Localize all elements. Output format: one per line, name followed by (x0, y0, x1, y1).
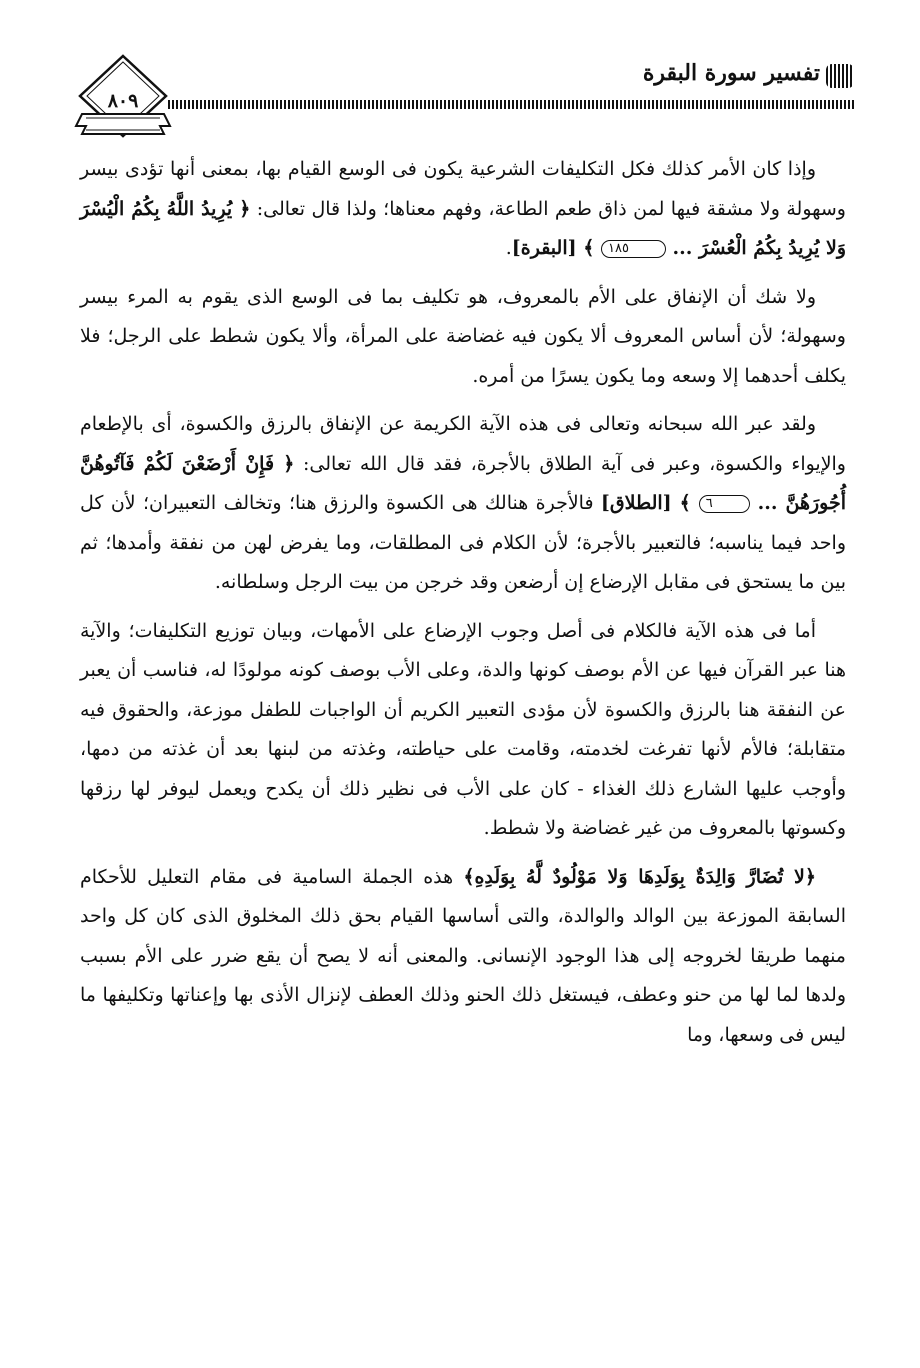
surah-reference: [البقرة] (511, 237, 577, 259)
paragraph-text-end: فالأجرة هنالك هى الكسوة والرزق هنا؛ وتخالف التعبيران؛ لأن كل واحد فيما يناسبه؛ فالتعبير بالأجرة؛ لأن الكلام فى المطلقات، وما يفرض لهن من نفقة وأمدها؛ ثم بين ما يستحق فى مقابل الإرضاع إن أرضعن وقد خرجن من بيت الرجل وسلطانه. (80, 492, 846, 593)
paragraph-3 (80, 405, 846, 603)
running-title: تفسير سورة البقرة (642, 60, 820, 86)
quran-verse: ﴿ فَإِنْ أَرْضَعْنَ لَكُمْ فَآتُوهُنَّ أُجُورَهُنَّ ... (80, 452, 846, 514)
paragraph-5 (80, 858, 846, 1056)
page-number-badge (68, 52, 178, 142)
paragraph-text-end: . (505, 237, 512, 259)
page-body (80, 150, 846, 1061)
paragraph-2: ولا شك أن الإنفاق على الأم بالمعروف، هو تكليف بما فى الوسع الذى يقوم به المرء بيسر وسهولة؛ لأن أساس المعروف ألا يكون فيه غضاضة على المرأة، وألا يكون شطط على الرجل؛ فلا يكلف أحدهما إلا وسعه وما يكون يسرًا من أمره. (80, 285, 846, 387)
quran-verse: ﴿لا تُضَارَّ وَالِدَةٌ بِوَلَدِهَا وَلا مَوْلُودٌ لَّهُ بِوَلَدِهِ﴾ (463, 865, 816, 888)
paragraph-text: ولقد عبر الله سبحانه وتعالى فى هذه الآية الكريمة عن الإنفاق بالرزق والكسوة، أى بالإطعام والإيواء والكسوة، وعبر فى آية الطلاق بالأجرة، فقد قال الله تعالى: (80, 413, 846, 475)
quran-verse: ﴿ يُرِيدُ اللَّهُ بِكُمُ الْيُسْرَ وَلا يُرِيدُ بِكُمُ الْعُسْرَ ... (80, 197, 846, 259)
paragraph-text: وإذا كان الأمر كذلك فكل التكليفات الشرعية يكون فى الوسع القيام بها، بمعنى أنها تؤدى بيسر وسهولة ولا مشقة فيها لمن ذاق طعم الطاعة، وفهم معناها؛ ولذا قال تعالى: (80, 158, 846, 220)
quran-verse-close: ﴾ (671, 492, 699, 514)
page-header (68, 52, 854, 142)
paragraph-4: أما فى هذه الآية فالكلام فى أصل وجوب الإرضاع على الأمهات، وبيان توزيع التكليفات؛ والآية هنا عبر القرآن فيها عن الأم بوصف كونها والدة، وعلى الأب بوصف كونه مولودًا له، فناسب أن يعبر عن النفقة هنا بالرزق والكسوة لأن مؤدى التعبير الكريم أن الواجبات للطفل موزعة، والحقوق فيه متقابلة؛ فالأم لأنها تفرغت لخدمته، وقامت على حياطته، وغذته من لبنها بعد أن غذته من دمها، وأوجب عليها الشارع ذلك الغذاء - كان على الأب فى نظير ذلك أن يكدح ويعمل ليوفر لها رزقها وكسوتها بالمعروف من غير غضاضة ولا شطط. (80, 619, 846, 839)
paragraph-text: هذه الجملة السامية فى مقام التعليل للأحكام السابقة الموزعة بين الوالد والوالدة، والتى أساسها القيام بحق ذلك المخلوق الذى كان كل واحد منهما طريقا لخروجه إلى هذا الوجود الإنسانى. والمعنى أنه لا يصح أن يقع ضرر على الأم بسبب ولدها لما لها من حنو وعطف، فيستغل ذلك الحنو وذلك العطف لإنزال الأذى بها وإعناتها وتكليفها ما ليس فى وسعها، وما (80, 865, 846, 1046)
surah-reference: [الطلاق] (600, 492, 672, 514)
paragraph-1 (80, 150, 846, 269)
book-ornament-icon (826, 64, 854, 88)
ayah-number-icon: ١٨٥ (601, 240, 666, 258)
quran-verse-close: ﴾ (576, 237, 601, 259)
page-number: ٨٠٩ (107, 90, 139, 112)
header-rule (168, 100, 854, 109)
ayah-number-icon: ٦ (699, 495, 750, 513)
